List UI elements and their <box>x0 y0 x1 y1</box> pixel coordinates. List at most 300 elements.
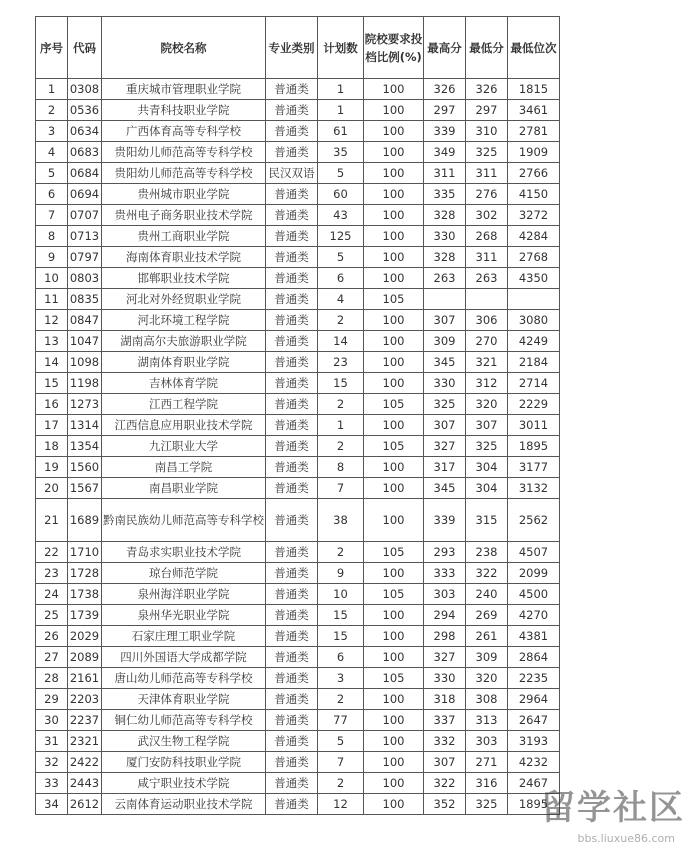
cell-ratio: 105 <box>364 668 424 689</box>
table-row <box>36 184 560 205</box>
cell-max-score: 345 <box>424 478 466 499</box>
cell-school-name: 厦门安防科技职业学院 <box>102 752 266 773</box>
cell-school-name: 唐山幼儿师范高等专科学校 <box>102 668 266 689</box>
cell-school-name: 石家庄理工职业学院 <box>102 626 266 647</box>
table-row <box>36 457 560 478</box>
cell-plan-count: 60 <box>318 184 364 205</box>
cell-code: 0684 <box>68 163 102 184</box>
cell-ratio: 100 <box>364 268 424 289</box>
cell-ratio: 100 <box>364 247 424 268</box>
cell-index: 10 <box>36 268 68 289</box>
cell-category: 普通类 <box>266 394 318 415</box>
cell-max-score: 294 <box>424 605 466 626</box>
cell-max-score: 263 <box>424 268 466 289</box>
cell-min-score: 306 <box>466 310 508 331</box>
cell-min-score: 302 <box>466 205 508 226</box>
cell-max-score: 352 <box>424 794 466 815</box>
cell-min-rank: 4350 <box>508 268 560 289</box>
cell-category: 普通类 <box>266 142 318 163</box>
cell-code: 0536 <box>68 100 102 121</box>
cell-category: 普通类 <box>266 563 318 584</box>
cell-min-rank: 2562 <box>508 499 560 542</box>
cell-index: 15 <box>36 373 68 394</box>
table-row <box>36 605 560 626</box>
cell-min-rank: 4232 <box>508 752 560 773</box>
cell-max-score: 339 <box>424 499 466 542</box>
cell-school-name: 江西工程学院 <box>102 394 266 415</box>
cell-max-score: 307 <box>424 415 466 436</box>
cell-school-name: 湖南体育职业学院 <box>102 352 266 373</box>
cell-index: 7 <box>36 205 68 226</box>
cell-min-score: 320 <box>466 394 508 415</box>
cell-code: 1314 <box>68 415 102 436</box>
table-row <box>36 142 560 163</box>
cell-ratio: 105 <box>364 436 424 457</box>
cell-plan-count: 3 <box>318 668 364 689</box>
cell-code: 0803 <box>68 268 102 289</box>
cell-index: 29 <box>36 689 68 710</box>
cell-index: 1 <box>36 79 68 100</box>
cell-code: 2422 <box>68 752 102 773</box>
cell-max-score: 309 <box>424 331 466 352</box>
cell-category: 普通类 <box>266 79 318 100</box>
table-row <box>36 373 560 394</box>
cell-max-score: 322 <box>424 773 466 794</box>
cell-plan-count: 61 <box>318 121 364 142</box>
cell-min-score: 304 <box>466 478 508 499</box>
cell-index: 18 <box>36 436 68 457</box>
cell-category: 普通类 <box>266 100 318 121</box>
cell-school-name: 南昌职业学院 <box>102 478 266 499</box>
cell-max-score: 330 <box>424 373 466 394</box>
table-row <box>36 647 560 668</box>
cell-category: 普通类 <box>266 794 318 815</box>
cell-plan-count: 1 <box>318 79 364 100</box>
cell-max-score: 307 <box>424 752 466 773</box>
cell-ratio: 100 <box>364 310 424 331</box>
cell-max-score: 345 <box>424 352 466 373</box>
cell-school-name: 江西信息应用职业技术学院 <box>102 415 266 436</box>
cell-school-name: 武汉生物工程学院 <box>102 731 266 752</box>
cell-index: 3 <box>36 121 68 142</box>
cell-max-score: 318 <box>424 689 466 710</box>
cell-category: 民汉双语 <box>266 163 318 184</box>
cell-code: 2029 <box>68 626 102 647</box>
cell-code: 0308 <box>68 79 102 100</box>
cell-index: 11 <box>36 289 68 310</box>
cell-index: 22 <box>36 542 68 563</box>
cell-category: 普通类 <box>266 184 318 205</box>
table-row <box>36 626 560 647</box>
cell-school-name: 黔南民族幼儿师范高等专科学校 <box>102 499 266 542</box>
cell-code: 2321 <box>68 731 102 752</box>
cell-min-score: 321 <box>466 352 508 373</box>
table-row <box>36 100 560 121</box>
cell-ratio: 100 <box>364 121 424 142</box>
cell-min-rank: 4500 <box>508 584 560 605</box>
cell-category: 普通类 <box>266 668 318 689</box>
cell-ratio: 100 <box>364 100 424 121</box>
table-row <box>36 247 560 268</box>
cell-max-score: 327 <box>424 436 466 457</box>
cell-min-score: 315 <box>466 499 508 542</box>
cell-plan-count: 14 <box>318 331 364 352</box>
cell-min-score: 261 <box>466 626 508 647</box>
table-row <box>36 79 560 100</box>
cell-index: 16 <box>36 394 68 415</box>
cell-category: 普通类 <box>266 499 318 542</box>
cell-plan-count: 1 <box>318 415 364 436</box>
cell-category: 普通类 <box>266 542 318 563</box>
cell-max-score: 311 <box>424 163 466 184</box>
cell-ratio: 100 <box>364 626 424 647</box>
table-row <box>36 563 560 584</box>
cell-max-score: 333 <box>424 563 466 584</box>
cell-min-score: 263 <box>466 268 508 289</box>
admission-table <box>35 16 560 815</box>
cell-ratio: 100 <box>364 415 424 436</box>
cell-school-name: 贵州电子商务职业技术学院 <box>102 205 266 226</box>
cell-code: 0713 <box>68 226 102 247</box>
table-row <box>36 289 560 310</box>
table-row <box>36 668 560 689</box>
cell-min-rank: 4507 <box>508 542 560 563</box>
cell-plan-count: 5 <box>318 247 364 268</box>
cell-plan-count: 2 <box>318 542 364 563</box>
cell-min-score: 238 <box>466 542 508 563</box>
cell-code: 2443 <box>68 773 102 794</box>
cell-min-rank: 3177 <box>508 457 560 478</box>
cell-school-name: 邯郸职业技术学院 <box>102 268 266 289</box>
cell-code: 2161 <box>68 668 102 689</box>
cell-school-name: 河北对外经贸职业学院 <box>102 289 266 310</box>
cell-min-rank: 3132 <box>508 478 560 499</box>
cell-ratio: 105 <box>364 542 424 563</box>
cell-category: 普通类 <box>266 457 318 478</box>
cell-category: 普通类 <box>266 373 318 394</box>
cell-category: 普通类 <box>266 121 318 142</box>
cell-plan-count: 2 <box>318 310 364 331</box>
cell-school-name: 吉林体育学院 <box>102 373 266 394</box>
cell-min-rank: 1895 <box>508 436 560 457</box>
cell-code: 0683 <box>68 142 102 163</box>
cell-index: 12 <box>36 310 68 331</box>
cell-ratio: 100 <box>364 605 424 626</box>
cell-school-name: 湖南高尔夫旅游职业学院 <box>102 331 266 352</box>
header-min-score: 最低分 <box>466 17 508 79</box>
cell-category: 普通类 <box>266 205 318 226</box>
cell-school-name: 云南体育运动职业技术学院 <box>102 794 266 815</box>
cell-min-rank: 4249 <box>508 331 560 352</box>
cell-max-score: 293 <box>424 542 466 563</box>
cell-index: 28 <box>36 668 68 689</box>
cell-min-rank: 3461 <box>508 100 560 121</box>
cell-index: 2 <box>36 100 68 121</box>
cell-plan-count: 6 <box>318 647 364 668</box>
cell-min-rank: 3193 <box>508 731 560 752</box>
cell-ratio: 100 <box>364 163 424 184</box>
cell-code: 2203 <box>68 689 102 710</box>
cell-max-score: 298 <box>424 626 466 647</box>
cell-ratio: 105 <box>364 289 424 310</box>
cell-school-name: 共青科技职业学院 <box>102 100 266 121</box>
cell-ratio: 100 <box>364 689 424 710</box>
cell-code: 1098 <box>68 352 102 373</box>
cell-category: 普通类 <box>266 478 318 499</box>
cell-plan-count: 2 <box>318 394 364 415</box>
cell-min-score: 308 <box>466 689 508 710</box>
table-row <box>36 121 560 142</box>
cell-index: 19 <box>36 457 68 478</box>
cell-min-rank: 1895 <box>508 794 560 815</box>
cell-plan-count: 38 <box>318 499 364 542</box>
cell-max-score: 328 <box>424 247 466 268</box>
cell-index: 17 <box>36 415 68 436</box>
cell-plan-count: 10 <box>318 584 364 605</box>
cell-code: 2237 <box>68 710 102 731</box>
cell-min-score: 325 <box>466 436 508 457</box>
cell-category: 普通类 <box>266 310 318 331</box>
cell-min-rank: 4270 <box>508 605 560 626</box>
table-row <box>36 731 560 752</box>
cell-plan-count: 77 <box>318 710 364 731</box>
cell-school-name: 泉州海洋职业学院 <box>102 584 266 605</box>
cell-plan-count: 5 <box>318 163 364 184</box>
cell-code: 1354 <box>68 436 102 457</box>
header-category: 专业类别 <box>266 17 318 79</box>
cell-code: 1047 <box>68 331 102 352</box>
cell-min-score: 312 <box>466 373 508 394</box>
cell-max-score: 335 <box>424 184 466 205</box>
watermark-logo: 留学社区 <box>541 788 685 828</box>
cell-school-name: 海南体育职业技术学院 <box>102 247 266 268</box>
cell-index: 27 <box>36 647 68 668</box>
cell-ratio: 100 <box>364 373 424 394</box>
cell-plan-count: 4 <box>318 289 364 310</box>
cell-min-rank: 4381 <box>508 626 560 647</box>
table-row <box>36 436 560 457</box>
table-row <box>36 710 560 731</box>
cell-index: 21 <box>36 499 68 542</box>
cell-min-rank: 2781 <box>508 121 560 142</box>
cell-min-score: 325 <box>466 142 508 163</box>
cell-plan-count: 9 <box>318 563 364 584</box>
cell-school-name: 贵州城市职业学院 <box>102 184 266 205</box>
cell-plan-count: 1 <box>318 100 364 121</box>
cell-min-score: 311 <box>466 163 508 184</box>
cell-min-rank <box>508 289 560 310</box>
cell-school-name: 九江职业大学 <box>102 436 266 457</box>
cell-category: 普通类 <box>266 710 318 731</box>
cell-min-score: 240 <box>466 584 508 605</box>
cell-min-score: 304 <box>466 457 508 478</box>
cell-min-rank: 2768 <box>508 247 560 268</box>
cell-index: 13 <box>36 331 68 352</box>
cell-index: 9 <box>36 247 68 268</box>
cell-max-score: 327 <box>424 647 466 668</box>
cell-code: 1567 <box>68 478 102 499</box>
cell-ratio: 100 <box>364 142 424 163</box>
header-min-rank: 最低位次 <box>508 17 560 79</box>
cell-plan-count: 15 <box>318 373 364 394</box>
cell-min-score: 269 <box>466 605 508 626</box>
cell-min-rank: 2235 <box>508 668 560 689</box>
cell-min-rank: 2714 <box>508 373 560 394</box>
cell-category: 普通类 <box>266 605 318 626</box>
cell-category: 普通类 <box>266 436 318 457</box>
cell-index: 30 <box>36 710 68 731</box>
cell-index: 33 <box>36 773 68 794</box>
cell-plan-count: 2 <box>318 436 364 457</box>
cell-min-rank: 1815 <box>508 79 560 100</box>
cell-min-rank: 4150 <box>508 184 560 205</box>
header-code: 代码 <box>68 17 102 79</box>
cell-min-score: 297 <box>466 100 508 121</box>
cell-index: 24 <box>36 584 68 605</box>
cell-school-name: 贵州工商职业学院 <box>102 226 266 247</box>
cell-min-score <box>466 289 508 310</box>
cell-max-score: 339 <box>424 121 466 142</box>
table-row <box>36 478 560 499</box>
table-row <box>36 415 560 436</box>
cell-min-rank: 4284 <box>508 226 560 247</box>
cell-min-score: 322 <box>466 563 508 584</box>
cell-min-rank: 2964 <box>508 689 560 710</box>
table-row <box>36 689 560 710</box>
table-row <box>36 394 560 415</box>
cell-code: 1689 <box>68 499 102 542</box>
cell-index: 8 <box>36 226 68 247</box>
cell-min-score: 316 <box>466 773 508 794</box>
cell-min-rank: 2099 <box>508 563 560 584</box>
cell-ratio: 105 <box>364 394 424 415</box>
cell-ratio: 100 <box>364 563 424 584</box>
cell-min-rank: 3011 <box>508 415 560 436</box>
cell-plan-count: 15 <box>318 605 364 626</box>
cell-min-score: 271 <box>466 752 508 773</box>
cell-school-name: 泉州华光职业学院 <box>102 605 266 626</box>
cell-plan-count: 12 <box>318 794 364 815</box>
cell-min-score: 311 <box>466 247 508 268</box>
cell-index: 31 <box>36 731 68 752</box>
cell-plan-count: 125 <box>318 226 364 247</box>
cell-index: 20 <box>36 478 68 499</box>
cell-min-score: 303 <box>466 731 508 752</box>
cell-max-score: 337 <box>424 710 466 731</box>
cell-code: 0797 <box>68 247 102 268</box>
cell-category: 普通类 <box>266 247 318 268</box>
cell-code: 0694 <box>68 184 102 205</box>
header-school-name: 院校名称 <box>102 17 266 79</box>
cell-max-score: 303 <box>424 584 466 605</box>
cell-ratio: 105 <box>364 584 424 605</box>
cell-ratio: 100 <box>364 478 424 499</box>
cell-index: 32 <box>36 752 68 773</box>
cell-school-name: 铜仁幼儿师范高等专科学校 <box>102 710 266 731</box>
cell-ratio: 100 <box>364 352 424 373</box>
cell-min-rank: 2864 <box>508 647 560 668</box>
cell-school-name: 重庆城市管理职业学院 <box>102 79 266 100</box>
cell-code: 2612 <box>68 794 102 815</box>
cell-min-rank: 2467 <box>508 773 560 794</box>
table-row <box>36 163 560 184</box>
cell-plan-count: 23 <box>318 352 364 373</box>
cell-min-rank: 1909 <box>508 142 560 163</box>
cell-plan-count: 8 <box>318 457 364 478</box>
cell-max-score: 349 <box>424 142 466 163</box>
cell-min-rank: 3272 <box>508 205 560 226</box>
cell-ratio: 100 <box>364 205 424 226</box>
cell-category: 普通类 <box>266 331 318 352</box>
cell-code: 2089 <box>68 647 102 668</box>
cell-min-score: 307 <box>466 415 508 436</box>
cell-code: 1560 <box>68 457 102 478</box>
header-index: 序号 <box>36 17 68 79</box>
cell-ratio: 100 <box>364 752 424 773</box>
cell-school-name: 南昌工学院 <box>102 457 266 478</box>
cell-plan-count: 6 <box>318 268 364 289</box>
cell-min-rank: 2766 <box>508 163 560 184</box>
cell-category: 普通类 <box>266 731 318 752</box>
cell-plan-count: 15 <box>318 626 364 647</box>
cell-max-score: 326 <box>424 79 466 100</box>
cell-code: 0835 <box>68 289 102 310</box>
cell-index: 25 <box>36 605 68 626</box>
cell-ratio: 100 <box>364 499 424 542</box>
cell-min-score: 270 <box>466 331 508 352</box>
table-row <box>36 499 560 542</box>
cell-index: 5 <box>36 163 68 184</box>
cell-code: 1710 <box>68 542 102 563</box>
cell-school-name: 广西体育高等专科学校 <box>102 121 266 142</box>
cell-plan-count: 35 <box>318 142 364 163</box>
cell-category: 普通类 <box>266 584 318 605</box>
cell-code: 0634 <box>68 121 102 142</box>
cell-min-score: 276 <box>466 184 508 205</box>
cell-code: 1738 <box>68 584 102 605</box>
cell-min-rank: 2184 <box>508 352 560 373</box>
cell-max-score: 330 <box>424 226 466 247</box>
cell-plan-count: 2 <box>318 689 364 710</box>
table-row <box>36 310 560 331</box>
cell-school-name: 青岛求实职业技术学院 <box>102 542 266 563</box>
cell-code: 1739 <box>68 605 102 626</box>
cell-ratio: 100 <box>364 457 424 478</box>
header-max-score: 最高分 <box>424 17 466 79</box>
cell-category: 普通类 <box>266 352 318 373</box>
cell-max-score: 307 <box>424 310 466 331</box>
cell-category: 普通类 <box>266 626 318 647</box>
cell-category: 普通类 <box>266 689 318 710</box>
cell-category: 普通类 <box>266 752 318 773</box>
cell-category: 普通类 <box>266 415 318 436</box>
cell-min-score: 313 <box>466 710 508 731</box>
cell-ratio: 100 <box>364 79 424 100</box>
cell-min-rank: 2229 <box>508 394 560 415</box>
cell-school-name: 咸宁职业技术学院 <box>102 773 266 794</box>
cell-ratio: 100 <box>364 773 424 794</box>
cell-max-score: 297 <box>424 100 466 121</box>
cell-ratio: 100 <box>364 731 424 752</box>
cell-code: 0707 <box>68 205 102 226</box>
cell-max-score: 328 <box>424 205 466 226</box>
cell-plan-count: 2 <box>318 773 364 794</box>
cell-index: 26 <box>36 626 68 647</box>
cell-code: 1728 <box>68 563 102 584</box>
cell-school-name: 贵阳幼儿师范高等专科学校 <box>102 142 266 163</box>
cell-index: 34 <box>36 794 68 815</box>
cell-ratio: 100 <box>364 184 424 205</box>
